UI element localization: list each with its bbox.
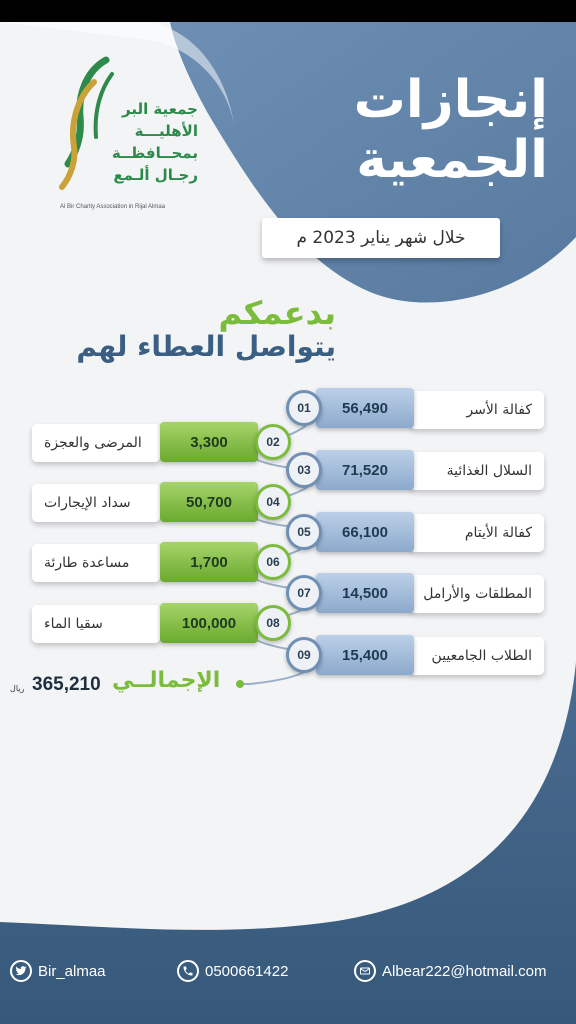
item-number-text: 05: [297, 525, 311, 539]
item-value-text: 15,400: [342, 646, 388, 664]
period-text: خلال شهر يناير 2023 م: [296, 228, 466, 248]
total-value: 365,210: [32, 674, 101, 695]
item-value-05: [316, 512, 414, 552]
item-number-06: [255, 544, 291, 580]
item-number-text: 03: [297, 463, 311, 477]
item-label-text: المرضى والعجزة: [44, 435, 142, 451]
item-label-text: كفالة الأسر: [466, 402, 532, 418]
tagline-line-1: بدعمكم: [218, 294, 336, 332]
item-label-text: كفالة الأيتام: [464, 525, 532, 541]
item-number-text: 09: [297, 648, 311, 662]
phone-number: 0500661422: [205, 962, 289, 980]
item-value-09: [316, 635, 414, 675]
item-value-01: [316, 388, 414, 428]
item-label-text: سقيا الماء: [44, 616, 103, 632]
logo-line-4: رجـال ألـمع: [113, 166, 198, 184]
currency-label: ريال: [10, 684, 25, 693]
item-value-text: 3,300: [190, 433, 228, 451]
item-value-text: 14,500: [342, 584, 388, 602]
item-label-04: [32, 484, 160, 522]
item-value-text: 71,520: [342, 461, 388, 479]
item-label-07: [410, 575, 544, 613]
item-value-08: [160, 603, 258, 643]
item-label-06: [32, 544, 160, 582]
item-label-01: [410, 391, 544, 429]
twitter-contact[interactable]: [10, 960, 106, 982]
item-number-text: 08: [266, 616, 280, 630]
item-value-text: 56,490: [342, 399, 388, 417]
item-value-04: [160, 482, 258, 522]
email-address: Albear222@hotmail.com: [382, 962, 547, 980]
item-label-text: المطلقات والأرامل: [423, 586, 532, 602]
title-line-2: الجمعية: [356, 130, 548, 190]
item-value-07: [316, 573, 414, 613]
infographic-page: [0, 22, 576, 1024]
tagline-line-2: يتواصل العطاء لهم: [76, 330, 336, 363]
item-label-09: [410, 637, 544, 675]
item-number-text: 06: [266, 555, 280, 569]
item-number-03: [286, 452, 322, 488]
item-number-text: 02: [266, 435, 280, 449]
item-label-text: الطلاب الجامعيين: [431, 648, 532, 664]
item-label-02: [32, 424, 160, 462]
item-value-text: 100,000: [181, 614, 237, 632]
item-value-text: 1,700: [190, 553, 228, 571]
item-value-02: [160, 422, 258, 462]
item-value-03: [316, 450, 414, 490]
twitter-icon: [10, 960, 32, 982]
item-label-text: مساعدة طارئة: [44, 555, 130, 571]
total-label: الإجمالــي: [112, 668, 221, 693]
item-number-05: [286, 514, 322, 550]
title-line-1: إنجازات: [353, 70, 548, 130]
item-label-05: [410, 514, 544, 552]
item-number-02: [255, 424, 291, 460]
email-icon: [354, 960, 376, 982]
logo-line-1: جمعية البر: [121, 100, 198, 118]
item-label-03: [410, 452, 544, 490]
phone-contact[interactable]: [177, 960, 288, 982]
item-number-07: [286, 575, 322, 611]
item-number-text: 01: [297, 401, 311, 415]
logo-english-name: Al Bir Charity Association in Rijal Almaa: [60, 204, 166, 210]
item-number-text: 07: [297, 586, 311, 600]
email-contact[interactable]: [354, 960, 546, 982]
item-number-04: [255, 484, 291, 520]
item-label-08: [32, 605, 160, 643]
phone-icon: [177, 960, 199, 982]
item-label-text: سداد الإيجارات: [44, 495, 131, 511]
twitter-handle: Bir_almaa: [38, 962, 106, 980]
item-value-text: 66,100: [342, 523, 388, 541]
item-value-06: [160, 542, 258, 582]
logo-line-3: بمحــافظــة: [111, 144, 198, 162]
item-number-text: 04: [266, 495, 280, 509]
item-value-text: 50,700: [186, 493, 232, 511]
item-number-08: [255, 605, 291, 641]
item-number-09: [286, 637, 322, 673]
item-number-01: [286, 390, 322, 426]
logo-line-2: الأهليـــة: [134, 122, 198, 140]
item-label-text: السلال الغذائية: [446, 463, 532, 479]
